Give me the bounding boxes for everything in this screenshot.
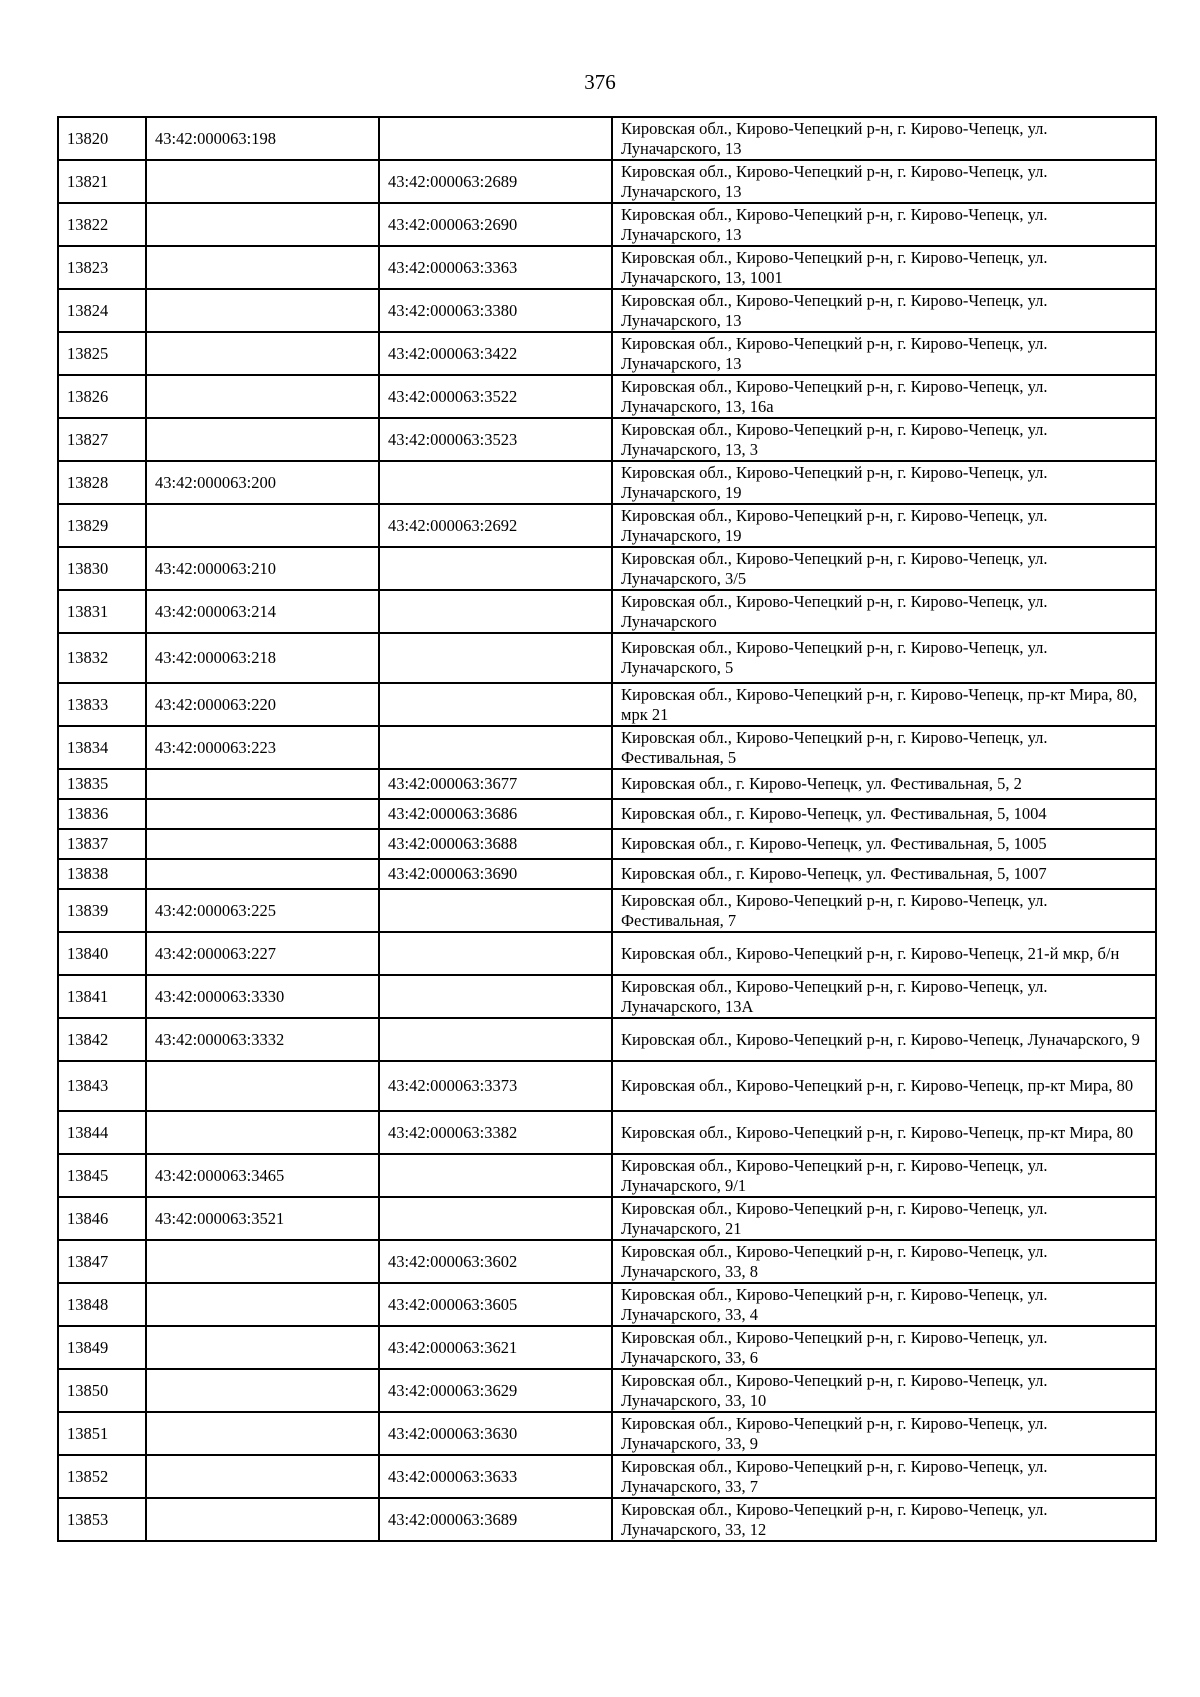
table-row	[58, 375, 1156, 418]
table-row	[58, 160, 1156, 203]
address-cell: Кировская обл., Кирово-Чепецкий р-н, г. Кирово-Чепецк, ул. Луначарского, 33, 10	[612, 1369, 1156, 1412]
land-cadastral-number-cell	[146, 1455, 379, 1498]
row-number-cell: 13831	[58, 590, 146, 633]
table-row	[58, 1240, 1156, 1283]
object-cadastral-number-cell: 43:42:000063:3630	[379, 1412, 612, 1455]
object-cadastral-number-cell: 43:42:000063:3688	[379, 829, 612, 859]
row-number-cell: 13843	[58, 1061, 146, 1111]
land-cadastral-number-cell: 43:42:000063:198	[146, 117, 379, 160]
object-cadastral-number-cell: 43:42:000063:3373	[379, 1061, 612, 1111]
row-number-cell: 13852	[58, 1455, 146, 1498]
object-cadastral-number-cell: 43:42:000063:3621	[379, 1326, 612, 1369]
row-number-cell: 13842	[58, 1018, 146, 1061]
row-number-cell: 13820	[58, 117, 146, 160]
object-cadastral-number-cell: 43:42:000063:3523	[379, 418, 612, 461]
table-row	[58, 975, 1156, 1018]
table-row	[58, 289, 1156, 332]
address-cell: Кировская обл., Кирово-Чепецкий р-н, г. Кирово-Чепецк, ул. Луначарского, 13, 16а	[612, 375, 1156, 418]
address-cell: Кировская обл., Кирово-Чепецкий р-н, г. Кирово-Чепецк, ул. Фестивальная, 5	[612, 726, 1156, 769]
table-row	[58, 829, 1156, 859]
table-row	[58, 633, 1156, 683]
address-cell: Кировская обл., Кирово-Чепецкий р-н, г. Кирово-Чепецк, ул. Луначарского, 19	[612, 504, 1156, 547]
object-cadastral-number-cell: 43:42:000063:3689	[379, 1498, 612, 1541]
land-cadastral-number-cell	[146, 1412, 379, 1455]
row-number-cell: 13823	[58, 246, 146, 289]
address-cell: Кировская обл., Кирово-Чепецкий р-н, г. Кирово-Чепецк, ул. Луначарского, 13	[612, 289, 1156, 332]
object-cadastral-number-cell	[379, 1197, 612, 1240]
object-cadastral-number-cell: 43:42:000063:3522	[379, 375, 612, 418]
object-cadastral-number-cell	[379, 547, 612, 590]
address-cell: Кировская обл., Кирово-Чепецкий р-н, г. Кирово-Чепецк, ул. Фестивальная, 7	[612, 889, 1156, 932]
land-cadastral-number-cell: 43:42:000063:220	[146, 683, 379, 726]
land-cadastral-number-cell: 43:42:000063:210	[146, 547, 379, 590]
row-number-cell: 13841	[58, 975, 146, 1018]
table-row	[58, 547, 1156, 590]
object-cadastral-number-cell	[379, 633, 612, 683]
table-row	[58, 1154, 1156, 1197]
address-cell: Кировская обл., Кирово-Чепецкий р-н, г. Кирово-Чепецк, ул. Луначарского, 13, 3	[612, 418, 1156, 461]
row-number-cell: 13839	[58, 889, 146, 932]
row-number-cell: 13847	[58, 1240, 146, 1283]
object-cadastral-number-cell: 43:42:000063:3422	[379, 332, 612, 375]
row-number-cell: 13853	[58, 1498, 146, 1541]
row-number-cell: 13840	[58, 932, 146, 975]
table-row	[58, 117, 1156, 160]
table-row	[58, 461, 1156, 504]
land-cadastral-number-cell	[146, 418, 379, 461]
address-cell: Кировская обл., Кирово-Чепецкий р-н, г. Кирово-Чепецк, ул. Луначарского, 3/5	[612, 547, 1156, 590]
land-cadastral-number-cell	[146, 246, 379, 289]
object-cadastral-number-cell	[379, 117, 612, 160]
page-number: 376	[584, 70, 616, 94]
table-row	[58, 769, 1156, 799]
land-cadastral-number-cell: 43:42:000063:214	[146, 590, 379, 633]
address-cell: Кировская обл., Кирово-Чепецкий р-н, г. Кирово-Чепецк, ул. Луначарского	[612, 590, 1156, 633]
land-cadastral-number-cell	[146, 799, 379, 829]
row-number-cell: 13846	[58, 1197, 146, 1240]
row-number-cell: 13836	[58, 799, 146, 829]
table-row	[58, 203, 1156, 246]
row-number-cell: 13830	[58, 547, 146, 590]
object-cadastral-number-cell: 43:42:000063:3605	[379, 1283, 612, 1326]
object-cadastral-number-cell: 43:42:000063:3690	[379, 859, 612, 889]
row-number-cell: 13837	[58, 829, 146, 859]
address-cell: Кировская обл., Кирово-Чепецкий р-н, г. Кирово-Чепецк, ул. Луначарского, 33, 7	[612, 1455, 1156, 1498]
row-number-cell: 13825	[58, 332, 146, 375]
land-cadastral-number-cell	[146, 1326, 379, 1369]
land-cadastral-number-cell	[146, 1240, 379, 1283]
object-cadastral-number-cell: 43:42:000063:3629	[379, 1369, 612, 1412]
table-row	[58, 1197, 1156, 1240]
address-cell: Кировская обл., Кирово-Чепецкий р-н, г. Кирово-Чепецк, ул. Луначарского, 13	[612, 332, 1156, 375]
address-cell: Кировская обл., Кирово-Чепецкий р-н, г. Кирово-Чепецк, ул. Луначарского, 33, 12	[612, 1498, 1156, 1541]
address-cell: Кировская обл., Кирово-Чепецкий р-н, г. Кирово-Чепецк, ул. Луначарского, 33, 6	[612, 1326, 1156, 1369]
object-cadastral-number-cell	[379, 1018, 612, 1061]
land-cadastral-number-cell	[146, 859, 379, 889]
object-cadastral-number-cell: 43:42:000063:3363	[379, 246, 612, 289]
row-number-cell: 13850	[58, 1369, 146, 1412]
table-row	[58, 683, 1156, 726]
land-cadastral-number-cell	[146, 1111, 379, 1154]
table-row	[58, 332, 1156, 375]
land-cadastral-number-cell: 43:42:000063:218	[146, 633, 379, 683]
object-cadastral-number-cell: 43:42:000063:3686	[379, 799, 612, 829]
address-cell: Кировская обл., Кирово-Чепецкий р-н, г. Кирово-Чепецк, ул. Луначарского, 33, 9	[612, 1412, 1156, 1455]
address-cell: Кировская обл., Кирово-Чепецкий р-н, г. Кирово-Чепецк, ул. Луначарского, 13	[612, 117, 1156, 160]
row-number-cell: 13849	[58, 1326, 146, 1369]
table-row	[58, 1283, 1156, 1326]
object-cadastral-number-cell	[379, 726, 612, 769]
address-cell: Кировская обл., Кирово-Чепецкий р-н, г. Кирово-Чепецк, ул. Луначарского, 13, 1001	[612, 246, 1156, 289]
address-cell: Кировская обл., г. Кирово-Чепецк, ул. Фестивальная, 5, 1007	[612, 859, 1156, 889]
land-cadastral-number-cell	[146, 1498, 379, 1541]
land-cadastral-number-cell	[146, 1283, 379, 1326]
object-cadastral-number-cell: 43:42:000063:2692	[379, 504, 612, 547]
land-cadastral-number-cell: 43:42:000063:223	[146, 726, 379, 769]
address-cell: Кировская обл., Кирово-Чепецкий р-н, г. Кирово-Чепецк, ул. Луначарского, 13А	[612, 975, 1156, 1018]
object-cadastral-number-cell	[379, 590, 612, 633]
table-row	[58, 1111, 1156, 1154]
row-number-cell: 13835	[58, 769, 146, 799]
object-cadastral-number-cell	[379, 975, 612, 1018]
row-number-cell: 13824	[58, 289, 146, 332]
land-cadastral-number-cell	[146, 1369, 379, 1412]
address-cell: Кировская обл., г. Кирово-Чепецк, ул. Фестивальная, 5, 1004	[612, 799, 1156, 829]
row-number-cell: 13821	[58, 160, 146, 203]
address-cell: Кировская обл., Кирово-Чепецкий р-н, г. Кирово-Чепецк, пр-кт Мира, 80, мрк 21	[612, 683, 1156, 726]
table-row	[58, 1369, 1156, 1412]
table-row	[58, 246, 1156, 289]
land-cadastral-number-cell	[146, 504, 379, 547]
object-cadastral-number-cell	[379, 1154, 612, 1197]
table-row	[58, 504, 1156, 547]
row-number-cell: 13848	[58, 1283, 146, 1326]
land-cadastral-number-cell	[146, 375, 379, 418]
address-cell: Кировская обл., Кирово-Чепецкий р-н, г. Кирово-Чепецк, пр-кт Мира, 80	[612, 1111, 1156, 1154]
object-cadastral-number-cell: 43:42:000063:3382	[379, 1111, 612, 1154]
object-cadastral-number-cell: 43:42:000063:2689	[379, 160, 612, 203]
table-row	[58, 590, 1156, 633]
land-cadastral-number-cell	[146, 332, 379, 375]
object-cadastral-number-cell: 43:42:000063:2690	[379, 203, 612, 246]
table-row	[58, 889, 1156, 932]
row-number-cell: 13851	[58, 1412, 146, 1455]
table-row	[58, 1412, 1156, 1455]
land-cadastral-number-cell: 43:42:000063:200	[146, 461, 379, 504]
row-number-cell: 13828	[58, 461, 146, 504]
address-cell: Кировская обл., г. Кирово-Чепецк, ул. Фестивальная, 5, 2	[612, 769, 1156, 799]
land-cadastral-number-cell	[146, 160, 379, 203]
address-cell: Кировская обл., Кирово-Чепецкий р-н, г. Кирово-Чепецк, Луначарского, 9	[612, 1018, 1156, 1061]
address-cell: Кировская обл., Кирово-Чепецкий р-н, г. Кирово-Чепецк, ул. Луначарского, 33, 4	[612, 1283, 1156, 1326]
table-row	[58, 799, 1156, 829]
row-number-cell: 13827	[58, 418, 146, 461]
table-row	[58, 418, 1156, 461]
row-number-cell: 13845	[58, 1154, 146, 1197]
table-row	[58, 932, 1156, 975]
row-number-cell: 13832	[58, 633, 146, 683]
object-cadastral-number-cell	[379, 932, 612, 975]
object-cadastral-number-cell	[379, 889, 612, 932]
address-cell: Кировская обл., Кирово-Чепецкий р-н, г. Кирово-Чепецк, ул. Луначарского, 33, 8	[612, 1240, 1156, 1283]
land-cadastral-number-cell: 43:42:000063:3465	[146, 1154, 379, 1197]
table-row	[58, 1498, 1156, 1541]
row-number-cell: 13833	[58, 683, 146, 726]
land-cadastral-number-cell: 43:42:000063:3332	[146, 1018, 379, 1061]
object-cadastral-number-cell	[379, 683, 612, 726]
object-cadastral-number-cell: 43:42:000063:3633	[379, 1455, 612, 1498]
registry-table-body	[58, 117, 1156, 1541]
land-cadastral-number-cell	[146, 769, 379, 799]
table-row	[58, 1326, 1156, 1369]
address-cell: Кировская обл., Кирово-Чепецкий р-н, г. Кирово-Чепецк, ул. Луначарского, 5	[612, 633, 1156, 683]
address-cell: Кировская обл., Кирово-Чепецкий р-н, г. Кирово-Чепецк, ул. Луначарского, 13	[612, 160, 1156, 203]
table-row	[58, 1018, 1156, 1061]
address-cell: Кировская обл., Кирово-Чепецкий р-н, г. Кирово-Чепецк, ул. Луначарского, 19	[612, 461, 1156, 504]
land-cadastral-number-cell: 43:42:000063:3521	[146, 1197, 379, 1240]
row-number-cell: 13834	[58, 726, 146, 769]
row-number-cell: 13838	[58, 859, 146, 889]
land-cadastral-number-cell	[146, 203, 379, 246]
object-cadastral-number-cell	[379, 461, 612, 504]
row-number-cell: 13829	[58, 504, 146, 547]
address-cell: Кировская обл., Кирово-Чепецкий р-н, г. Кирово-Чепецк, пр-кт Мира, 80	[612, 1061, 1156, 1111]
land-cadastral-number-cell	[146, 1061, 379, 1111]
registry-table	[57, 116, 1157, 1542]
address-cell: Кировская обл., г. Кирово-Чепецк, ул. Фестивальная, 5, 1005	[612, 829, 1156, 859]
object-cadastral-number-cell: 43:42:000063:3602	[379, 1240, 612, 1283]
land-cadastral-number-cell: 43:42:000063:3330	[146, 975, 379, 1018]
row-number-cell: 13822	[58, 203, 146, 246]
address-cell: Кировская обл., Кирово-Чепецкий р-н, г. Кирово-Чепецк, 21-й мкр, б/н	[612, 932, 1156, 975]
table-row	[58, 1455, 1156, 1498]
object-cadastral-number-cell: 43:42:000063:3677	[379, 769, 612, 799]
land-cadastral-number-cell	[146, 289, 379, 332]
object-cadastral-number-cell: 43:42:000063:3380	[379, 289, 612, 332]
row-number-cell: 13826	[58, 375, 146, 418]
table-row	[58, 726, 1156, 769]
address-cell: Кировская обл., Кирово-Чепецкий р-н, г. Кирово-Чепецк, ул. Луначарского, 9/1	[612, 1154, 1156, 1197]
address-cell: Кировская обл., Кирово-Чепецкий р-н, г. Кирово-Чепецк, ул. Луначарского, 21	[612, 1197, 1156, 1240]
row-number-cell: 13844	[58, 1111, 146, 1154]
land-cadastral-number-cell: 43:42:000063:225	[146, 889, 379, 932]
land-cadastral-number-cell: 43:42:000063:227	[146, 932, 379, 975]
table-row	[58, 859, 1156, 889]
land-cadastral-number-cell	[146, 829, 379, 859]
table-row	[58, 1061, 1156, 1111]
address-cell: Кировская обл., Кирово-Чепецкий р-н, г. Кирово-Чепецк, ул. Луначарского, 13	[612, 203, 1156, 246]
